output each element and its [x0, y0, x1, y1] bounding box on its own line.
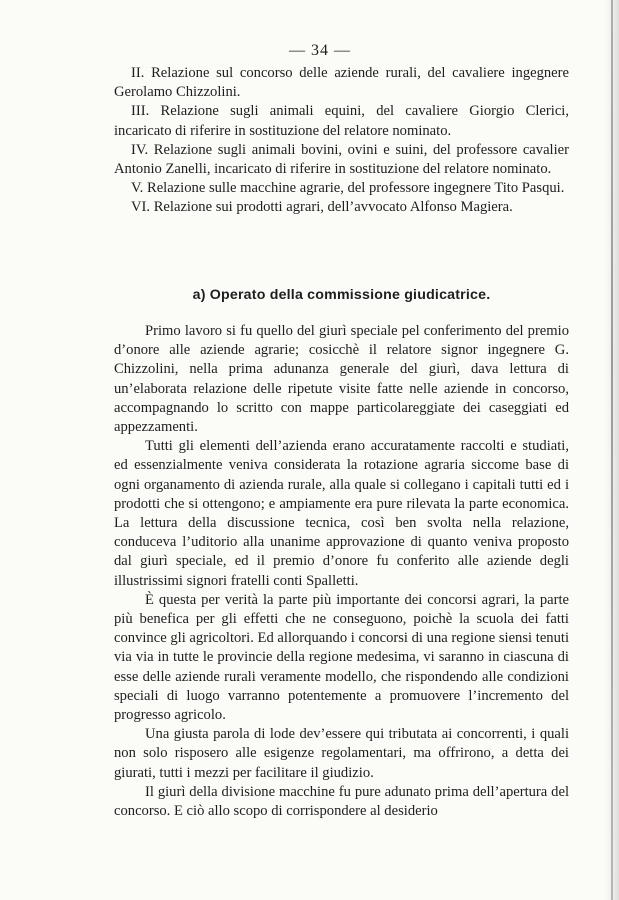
list-item: V. Relazione sulle macchine agrarie, del professore ingegnere Tito Pasqui.	[131, 180, 565, 197]
section-heading: a) Operato della commissione giudicatrice.	[192, 287, 491, 303]
paragraph: È questa per verità la parte più importante dei concorsi agrari, la parte più benefica per gli effetti che ne conseguono, poichè la scuola dei fatti convince gli agricoltori. Ed allorquando i concorsi di una regione siensi tenuti via via in tutte le provincie della regione medesima, vi saranno in ciascuna di esse delle aziende rurali veramente modello, che rispondendo alle condizioni speciali di luogo varranno potentemente a promuovere l’incremento del progresso agricolo.	[114, 591, 569, 724]
body-text	[114, 322, 569, 821]
page-edge-line	[611, 0, 613, 900]
paragraph: Il giurì della divisione macchine fu pure adunato prima dell’apertura del concorso. E ciò allo scopo di corrispondere al desiderio	[114, 783, 569, 820]
paragraph: Tutti gli elementi dell’azienda erano accuratamente raccolti e studiati, ed essenzialmente veniva considerata la rotazione agraria siccome base di ogni organamento di azienda rurale, alla quale si collegano i capitali tutti ed i prodotti che si ottengono; e ampiamente era pure rilevata la parte economica. La lettura della discussione tecnica, così ben svolta nella relazione, conduceva l’uditorio alla unanime approvazione di quanto veniva proposto dal giurì speciale, ed il premio d’onore fu conferito alle aziende degli illustrissimi signori fratelli conti Spalletti.	[114, 438, 569, 589]
page-number: — 34 —	[289, 42, 351, 59]
list-item: II. Relazione sul concorso delle aziende rurali, del cavaliere ingegnere Gerolamo Chizzolini.	[114, 65, 569, 101]
report-list	[114, 64, 569, 218]
list-item: IV. Relazione sugli animali bovini, ovini e suini, del professore cavalier Antonio Zanelli, incaricato di riferire in sostituzione del relatore nominato.	[114, 141, 569, 178]
paragraph: Una giusta parola di lode dev’essere qui tributata ai concorrenti, i quali non solo risposero alle esigenze regolamentari, ma offrirono, a detta dei giurati, tutti i mezzi per facilitare il giudizio.	[114, 726, 569, 781]
list-item: III. Relazione sugli animali equini, del cavaliere Giorgio Clerici, incaricato di riferire in sostituzione del relatore nominato.	[114, 103, 569, 139]
list-item: VI. Relazione sui prodotti agrari, dell’avvocato Alfonso Magiera.	[131, 199, 513, 216]
paragraph: Primo lavoro si fu quello del giurì speciale pel conferimento del premio d’onore alle aziende agrarie; cosicchè il relatore signor ingegnere G. Chizzolini, nella prima adunanza generale del giurì, dava lettura di un’elaborata relazione delle ripetute visite fatte nelle aziende in concorso, accompagnando lo scritto con mappe particolareggiate dei caseggiati ed appezzamenti.	[114, 323, 569, 436]
